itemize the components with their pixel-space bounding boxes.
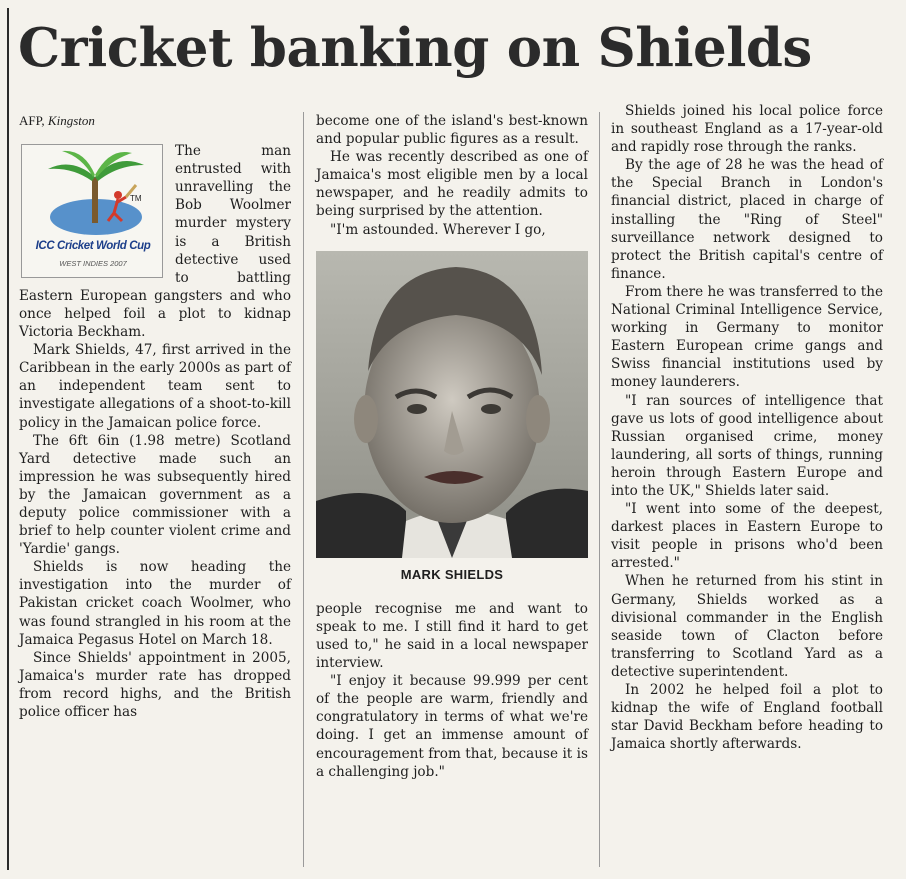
paragraph-12: By the age of 28 he was the head of the Special Branch in London's financial district, placed in charge of installing the "Ring of Steel" surveillance network designed to protect the British capital's centre of finance. (611, 157, 883, 282)
paragraph-4: Shields is now heading the investigation into the murder of Pakistan cricket coach Woolmer, who was found strangled in his room at the Jamaica Pegasus Hotel on March 18. (19, 559, 291, 648)
paragraph-7: He was recently described as one of Jamaica's most eligible men by a local newspaper, and he readily admits to being surprised by the attention. (316, 149, 588, 220)
column-divider-1 (303, 112, 304, 867)
logo-subtitle: WEST INDIES 2007 (59, 259, 127, 269)
paragraph-9: people recognise me and want to speak to me. I still find it hard to get used to," he said in a local newspaper interview. (316, 600, 588, 672)
palm-tree-cricketer-icon (22, 147, 162, 239)
paragraph-2: Mark Shields, 47, first arrived in the Caribbean in the early 2000s as part of an independent team sent to investigate allegations of a shoot-to-kill policy in the Jamaican police force. (19, 342, 291, 431)
logo-title: ICC Cricket World Cup (35, 240, 151, 253)
paragraph-6: become one of the island's best-known and popular public figures as a result. (316, 113, 588, 148)
column-3 (611, 102, 883, 753)
world-cup-logo (19, 142, 167, 282)
logo-frame (21, 144, 163, 278)
paragraph-1: The man entrusted with unravelling the Bob Woolmer murder mystery is a British detective used to battling Eastern European gangsters and who once helped foil a plot to kidnap Victoria Beckham. (19, 143, 291, 341)
column-2 (316, 112, 588, 781)
paragraph-3: The 6ft 6in (1.98 metre) Scotland Yard detective made such an impression he was subsequently hired by the Jamaican government as a deputy police commissioner with a brief to help counter violent crime and 'Yardie' gangs. (19, 432, 291, 558)
left-column-rule (7, 8, 9, 870)
column-1 (19, 112, 291, 721)
paragraph-15: "I went into some of the deepest, darkest places in Eastern Europe to visit people in prisons who'd been arrested." (611, 501, 883, 572)
svg-text:TM: TM (130, 194, 142, 204)
dateline (19, 112, 291, 130)
paragraph-11: Shields joined his local police force in southeast England as a 17-year-old and rapidly rose through the ranks. (611, 103, 883, 156)
column-divider-2 (599, 112, 600, 867)
paragraph-5: Since Shields' appointment in 2005, Jamaica's murder rate has dropped from record highs, and the British police officer has (19, 649, 291, 720)
paragraph-13: From there he was transferred to the National Criminal Intelligence Service, working in Germany to monitor Eastern European crime gangs and Swiss financial institutions used by money launderers. (611, 283, 883, 391)
photo-caption: MARK SHIELDS (400, 566, 504, 582)
dateline-source: AFP, (19, 113, 45, 128)
paragraph-16: When he returned from his stint in Germany, Shields worked as a divisional commander in the English seaside town of Clacton before transferring to Scotland Yard as a detective superintendent. (611, 573, 883, 680)
headline: Cricket banking on Shields (18, 17, 812, 79)
mark-shields-photo (316, 251, 588, 558)
paragraph-17: In 2002 he helped foil a plot to kidnap the wife of England football star David Beckham before heading to Jamaica shortly afterwards. (611, 682, 883, 753)
dateline-location: Kingston (47, 113, 95, 128)
paragraph-14: "I ran sources of intelligence that gave us lots of good intelligence about Russian organised crime, money laundering, all sorts of things, running heroin through Eastern Europe and into the UK," Shields later said. (611, 392, 883, 499)
paragraph-10: "I enjoy it because 99.999 per cent of the people are warm, friendly and congratulatory in terms of what we're doing. I get an immense amount of encouragement from that, because it is a challenging job." (316, 673, 588, 780)
paragraph-8: "I'm astounded. Wherever I go, (330, 221, 546, 238)
